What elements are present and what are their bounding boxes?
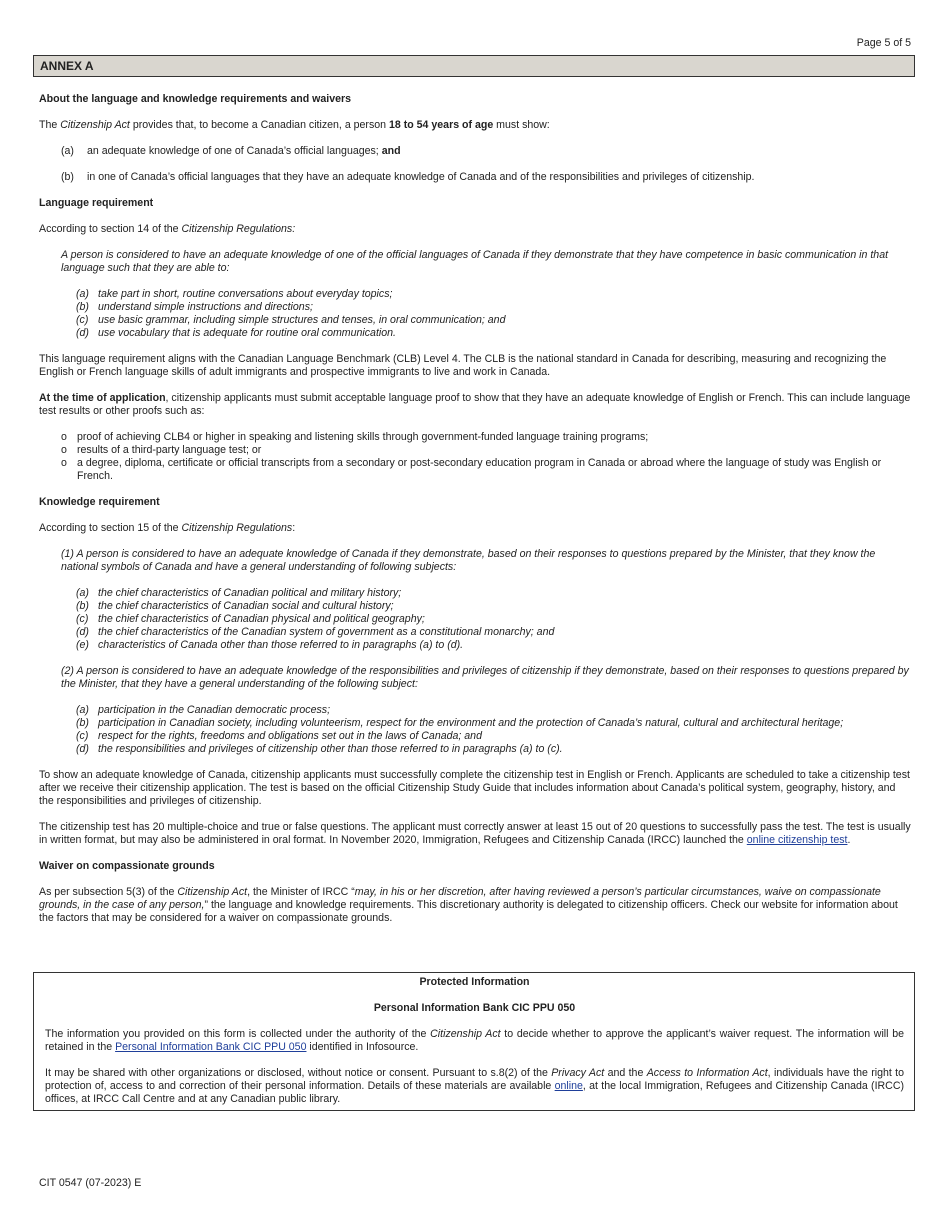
list-item: (a) the chief characteristics of Canadian political and military history; bbox=[76, 587, 402, 599]
proof-list bbox=[39, 431, 911, 483]
page-number: Page 5 of 5 bbox=[856, 37, 911, 49]
list-item: (d) the responsibilities and privileges of citizenship other than those referred to in paragraphs (a) to (c). bbox=[76, 743, 563, 755]
requirement-a: (a) an adequate knowledge of one of Canada’s official languages; and bbox=[61, 145, 401, 157]
requirement-b: (b) in one of Canada’s official languages that they have an adequate knowledge of Canada and of the responsibilities and privileges of citizenship. bbox=[61, 171, 755, 183]
online-citizenship-test-link[interactable]: online citizenship test bbox=[746, 834, 848, 846]
language-according: According to section 14 of the Citizenship Regulations: bbox=[39, 223, 296, 235]
list-item: (a) participation in the Canadian democratic process; bbox=[76, 704, 331, 716]
list-item: o results of a third-party language test; or bbox=[61, 444, 262, 456]
list-item: o proof of achieving CLB4 or higher in speaking and listening skills through government-funded language training programs; bbox=[61, 431, 649, 443]
online-link[interactable]: online bbox=[554, 1080, 583, 1092]
annex-title: ANNEX A bbox=[33, 55, 915, 77]
list-item: (c) respect for the rights, freedoms and obligations set out in the laws of Canada; and bbox=[76, 730, 482, 742]
waiver-paragraph: As per subsection 5(3) of the Citizenship Act, the Minister of IRCC “may, in his or her discretion, after having reviewed a person’s particular circumstances, waive on compassionate grounds, in the case of any person,” the language and knowledge requirements. This discretionary authority is delegated to citizenship officers. Check our website for information about the factors that may be considered for a waiver on compassionate grounds. bbox=[39, 886, 898, 924]
protected-title: Protected Information bbox=[419, 976, 530, 988]
list-item: (c) the chief characteristics of Canadian physical and political geography; bbox=[76, 613, 425, 625]
knowledge-according: According to section 15 of the Citizenship Regulations: bbox=[39, 522, 296, 534]
heading-waiver: Waiver on compassionate grounds bbox=[39, 860, 215, 872]
language-quote: A person is considered to have an adequate knowledge of one of the official languages of Canada if they demonstrate that they have competence in basic communication in that language such that they are able to: bbox=[61, 249, 889, 274]
protected-bank: Personal Information Bank CIC PPU 050 bbox=[373, 1002, 576, 1014]
knowledge-quote-2: (2) A person is considered to have an adequate knowledge of the responsibilities and privileges of citizenship if they demonstrate, based on their responses to questions prepared by the Minister, that they have a general understanding of the following subject: bbox=[61, 665, 909, 690]
list-item: (a) take part in short, routine conversations about everyday topics; bbox=[76, 288, 393, 300]
list-item: (b) understand simple instructions and directions; bbox=[76, 301, 313, 313]
protected-paragraph-2: It may be shared with other organizations or disclosed, without notice or consent. Pursuant to s.8(2) of the Privacy Act and the Access to Information Act, individuals have the right to protection of, access to and correction of their personal information. Details of these materials are available online, at the local Immigration, Refugees and Citizenship Canada (IRCC) offices, at IRCC Call Centre and at any Canadian public library. bbox=[45, 1067, 905, 1105]
knowledge-items-1 bbox=[39, 587, 911, 652]
protected-paragraph-1: The information you provided on this form is collected under the authority of the Citizenship Act to decide whether to approve the applicant’s waiver request. The information will be retained in the Personal Information Bank CIC PPU 050 identified in Infosource. bbox=[45, 1028, 904, 1053]
clb-paragraph: This language requirement aligns with the Canadian Language Benchmark (CLB) Level 4. The CLB is the national standard in Canada for describing, measuring and recognizing the English or French language skills of adult immigrants and prospective immigrants to live and work in Canada. bbox=[39, 353, 887, 378]
list-item: (c) use basic grammar, including simple structures and tenses, in oral communication; and bbox=[76, 314, 506, 326]
intro-paragraph: The Citizenship Act provides that, to become a Canadian citizen, a person 18 to 54 years of age must show: bbox=[39, 119, 550, 131]
heading-about: About the language and knowledge requirements and waivers bbox=[39, 93, 351, 105]
show-knowledge-paragraph: To show an adequate knowledge of Canada, citizenship applicants must successfully complete the citizenship test in English or French. Applicants are scheduled to take a citizenship test after we receive their citizenship application. The test is based on the official Citizenship Study Guide that includes information about Canada’s political system, geography, history, and the responsibilities and privileges of citizenship. bbox=[39, 769, 910, 807]
test-paragraph: The citizenship test has 20 multiple-choice and true or false questions. The applicant must correctly answer at least 15 out of 20 questions to successfully pass the test. The test is usually in written format, but may also be administered in oral format. In November 2020, Immigration, Refugees and Citizenship Canada (IRCC) launched the online citizenship test. bbox=[39, 821, 911, 846]
list-item: (d) the chief characteristics of the Canadian system of government as a constitutional monarchy; and bbox=[76, 626, 555, 638]
list-item: (d) use vocabulary that is adequate for routine oral communication. bbox=[76, 327, 396, 339]
list-item: o a degree, diploma, certificate or official transcripts from a secondary or post-secondary education program in Canada or abroad where the language of study was English or French. bbox=[61, 457, 882, 482]
list-item: (e) characteristics of Canada other than those referred to in paragraphs (a) to (d). bbox=[76, 639, 464, 651]
protected-information-box bbox=[33, 972, 915, 1111]
language-items bbox=[39, 288, 911, 340]
heading-language: Language requirement bbox=[39, 197, 154, 209]
knowledge-quote-1: (1) A person is considered to have an adequate knowledge of Canada if they demonstrate, based on their responses to questions prepared by the Minister, that they know the national symbols of Canada and have a general understanding of following subjects: bbox=[61, 548, 876, 573]
personal-information-bank-link[interactable]: Personal Information Bank CIC PPU 050 bbox=[115, 1041, 307, 1053]
list-item: (b) the chief characteristics of Canadian social and cultural history; bbox=[76, 600, 394, 612]
time-of-application-paragraph: At the time of application, citizenship applicants must submit acceptable language proof to show that they have an adequate knowledge of English or French. This can include language test results or other proofs such as: bbox=[39, 392, 911, 417]
list-item: (b) participation in Canadian society, including volunteerism, respect for the environment and the protection of Canada’s natural, cultural and architectural heritage; bbox=[76, 717, 844, 729]
form-code: CIT 0547 (07-2023) E bbox=[39, 1177, 142, 1189]
heading-knowledge: Knowledge requirement bbox=[39, 496, 160, 508]
annex-content bbox=[39, 93, 911, 938]
knowledge-items-2 bbox=[39, 704, 911, 756]
